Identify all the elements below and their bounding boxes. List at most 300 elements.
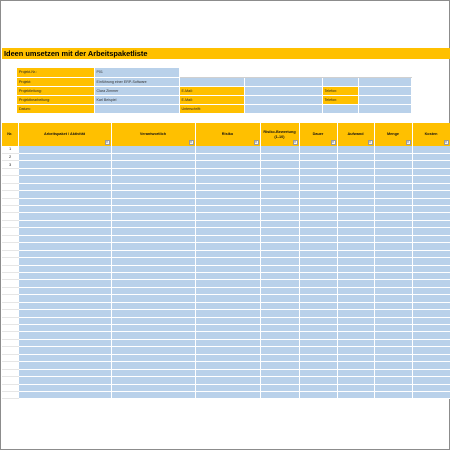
table-cell[interactable] bbox=[195, 258, 260, 265]
table-cell[interactable] bbox=[260, 391, 299, 398]
table-cell[interactable] bbox=[195, 176, 260, 183]
table-cell[interactable] bbox=[412, 332, 450, 339]
table-cell[interactable] bbox=[337, 377, 374, 384]
table-cell[interactable] bbox=[18, 347, 111, 354]
table-cell[interactable] bbox=[299, 280, 337, 287]
table-cell[interactable] bbox=[374, 384, 412, 391]
row-number-cell[interactable] bbox=[2, 176, 18, 183]
header-dauer[interactable] bbox=[299, 123, 337, 146]
projekt-value[interactable]: Einführung einer ERP-Software bbox=[94, 77, 179, 86]
table-cell[interactable] bbox=[18, 198, 111, 205]
table-cell[interactable] bbox=[412, 272, 450, 279]
email-value-2[interactable] bbox=[244, 95, 322, 104]
header-menge[interactable] bbox=[374, 123, 412, 146]
row-number-cell[interactable] bbox=[2, 369, 18, 376]
table-cell[interactable] bbox=[412, 168, 450, 175]
header-aufwand[interactable] bbox=[337, 123, 374, 146]
blank-cell[interactable] bbox=[322, 68, 358, 77]
table-cell[interactable] bbox=[195, 265, 260, 272]
header-nr[interactable] bbox=[2, 123, 18, 146]
table-cell[interactable] bbox=[337, 258, 374, 265]
blank-cell[interactable] bbox=[244, 68, 322, 77]
row-number-cell[interactable] bbox=[2, 265, 18, 272]
table-cell[interactable] bbox=[18, 146, 111, 153]
table-cell[interactable] bbox=[111, 235, 195, 242]
row-number-cell[interactable] bbox=[2, 287, 18, 294]
table-cell[interactable] bbox=[260, 228, 299, 235]
filter-dropdown-icon[interactable]: ▾ bbox=[445, 140, 447, 144]
table-cell[interactable] bbox=[260, 377, 299, 384]
table-cell[interactable] bbox=[260, 339, 299, 346]
blank-cell[interactable] bbox=[358, 68, 411, 77]
table-cell[interactable] bbox=[412, 280, 450, 287]
table-cell[interactable] bbox=[299, 391, 337, 398]
table-cell[interactable] bbox=[111, 206, 195, 213]
table-cell[interactable] bbox=[111, 384, 195, 391]
table-cell[interactable] bbox=[374, 332, 412, 339]
row-number-cell[interactable] bbox=[2, 213, 18, 220]
table-cell[interactable] bbox=[374, 176, 412, 183]
table-cell[interactable] bbox=[18, 325, 111, 332]
table-cell[interactable] bbox=[299, 213, 337, 220]
table-cell[interactable] bbox=[337, 235, 374, 242]
table-cell[interactable] bbox=[337, 265, 374, 272]
unterschrift-value-ext[interactable] bbox=[358, 104, 411, 113]
table-cell[interactable] bbox=[299, 354, 337, 361]
table-cell[interactable] bbox=[18, 265, 111, 272]
table-cell[interactable] bbox=[111, 161, 195, 168]
table-cell[interactable] bbox=[195, 391, 260, 398]
table-cell[interactable] bbox=[18, 206, 111, 213]
table-cell[interactable] bbox=[111, 369, 195, 376]
row-number-cell[interactable] bbox=[2, 250, 18, 257]
table-cell[interactable] bbox=[195, 354, 260, 361]
table-cell[interactable] bbox=[337, 183, 374, 190]
table-cell[interactable] bbox=[299, 362, 337, 369]
table-cell[interactable] bbox=[374, 391, 412, 398]
filter-dropdown-icon[interactable]: ▾ bbox=[294, 140, 296, 144]
table-cell[interactable] bbox=[111, 354, 195, 361]
table-cell[interactable] bbox=[111, 176, 195, 183]
table-cell[interactable] bbox=[299, 317, 337, 324]
table-cell[interactable] bbox=[337, 339, 374, 346]
table-cell[interactable] bbox=[18, 332, 111, 339]
table-cell[interactable] bbox=[195, 206, 260, 213]
table-cell[interactable] bbox=[195, 198, 260, 205]
table-cell[interactable] bbox=[195, 191, 260, 198]
table-cell[interactable] bbox=[260, 161, 299, 168]
table-cell[interactable] bbox=[111, 377, 195, 384]
table-cell[interactable] bbox=[18, 183, 111, 190]
table-cell[interactable] bbox=[299, 168, 337, 175]
table-cell[interactable] bbox=[337, 362, 374, 369]
table-cell[interactable] bbox=[18, 354, 111, 361]
table-cell[interactable] bbox=[195, 302, 260, 309]
table-cell[interactable] bbox=[412, 325, 450, 332]
table-cell[interactable] bbox=[111, 198, 195, 205]
row-number-cell[interactable] bbox=[2, 191, 18, 198]
table-cell[interactable] bbox=[111, 265, 195, 272]
table-cell[interactable] bbox=[337, 391, 374, 398]
table-cell[interactable] bbox=[195, 339, 260, 346]
table-cell[interactable] bbox=[337, 161, 374, 168]
table-cell[interactable] bbox=[412, 191, 450, 198]
table-cell[interactable] bbox=[260, 198, 299, 205]
row-number-cell[interactable] bbox=[2, 332, 18, 339]
table-cell[interactable] bbox=[18, 161, 111, 168]
table-cell[interactable] bbox=[337, 325, 374, 332]
table-cell[interactable] bbox=[374, 295, 412, 302]
table-cell[interactable] bbox=[18, 153, 111, 160]
projekt-value-ext[interactable] bbox=[358, 77, 411, 86]
table-cell[interactable] bbox=[18, 295, 111, 302]
table-cell[interactable] bbox=[18, 302, 111, 309]
header-risiko-bewertung[interactable] bbox=[260, 123, 299, 146]
table-cell[interactable] bbox=[299, 258, 337, 265]
table-cell[interactable] bbox=[374, 243, 412, 250]
table-cell[interactable] bbox=[337, 369, 374, 376]
table-cell[interactable] bbox=[111, 302, 195, 309]
table-cell[interactable] bbox=[260, 243, 299, 250]
table-cell[interactable] bbox=[374, 302, 412, 309]
blank-cell[interactable] bbox=[179, 68, 244, 77]
table-cell[interactable] bbox=[337, 310, 374, 317]
table-cell[interactable] bbox=[111, 250, 195, 257]
table-cell[interactable] bbox=[337, 250, 374, 257]
projekt-value-ext[interactable] bbox=[322, 77, 358, 86]
row-number-cell[interactable] bbox=[2, 302, 18, 309]
table-cell[interactable] bbox=[412, 250, 450, 257]
table-cell[interactable] bbox=[374, 183, 412, 190]
table-cell[interactable] bbox=[374, 228, 412, 235]
table-cell[interactable] bbox=[374, 146, 412, 153]
leitung-value[interactable]: Clara Zimmer bbox=[94, 86, 179, 95]
row-number-cell[interactable] bbox=[2, 377, 18, 384]
table-cell[interactable] bbox=[111, 295, 195, 302]
table-cell[interactable] bbox=[299, 183, 337, 190]
row-number-cell[interactable] bbox=[2, 235, 18, 242]
table-cell[interactable] bbox=[195, 362, 260, 369]
table-cell[interactable] bbox=[111, 191, 195, 198]
table-cell[interactable] bbox=[195, 295, 260, 302]
table-cell[interactable] bbox=[412, 384, 450, 391]
table-cell[interactable] bbox=[337, 176, 374, 183]
header-verantwortlich[interactable] bbox=[111, 123, 195, 146]
table-cell[interactable] bbox=[195, 213, 260, 220]
table-cell[interactable] bbox=[412, 391, 450, 398]
table-cell[interactable] bbox=[299, 384, 337, 391]
unterschrift-value[interactable] bbox=[244, 104, 322, 113]
table-cell[interactable] bbox=[374, 265, 412, 272]
table-cell[interactable] bbox=[195, 377, 260, 384]
row-number-cell[interactable] bbox=[2, 168, 18, 175]
table-cell[interactable] bbox=[195, 168, 260, 175]
table-cell[interactable] bbox=[111, 391, 195, 398]
table-cell[interactable] bbox=[337, 191, 374, 198]
table-cell[interactable] bbox=[412, 317, 450, 324]
table-cell[interactable] bbox=[337, 287, 374, 294]
table-cell[interactable] bbox=[195, 310, 260, 317]
table-cell[interactable] bbox=[299, 310, 337, 317]
table-cell[interactable] bbox=[18, 369, 111, 376]
table-cell[interactable] bbox=[299, 332, 337, 339]
projekt-value-ext[interactable] bbox=[179, 77, 244, 86]
table-cell[interactable] bbox=[18, 243, 111, 250]
table-cell[interactable] bbox=[260, 206, 299, 213]
table-cell[interactable] bbox=[111, 258, 195, 265]
table-cell[interactable] bbox=[195, 153, 260, 160]
table-cell[interactable] bbox=[374, 325, 412, 332]
table-cell[interactable] bbox=[374, 191, 412, 198]
table-cell[interactable] bbox=[412, 176, 450, 183]
table-cell[interactable] bbox=[412, 235, 450, 242]
table-cell[interactable] bbox=[195, 384, 260, 391]
table-cell[interactable] bbox=[195, 235, 260, 242]
table-cell[interactable] bbox=[299, 369, 337, 376]
filter-dropdown-icon[interactable]: ▾ bbox=[255, 140, 257, 144]
table-cell[interactable] bbox=[337, 146, 374, 153]
table-cell[interactable] bbox=[299, 220, 337, 227]
table-cell[interactable] bbox=[374, 339, 412, 346]
row-number-cell[interactable] bbox=[2, 243, 18, 250]
table-cell[interactable] bbox=[260, 347, 299, 354]
row-number-cell[interactable] bbox=[2, 354, 18, 361]
table-cell[interactable] bbox=[18, 176, 111, 183]
table-cell[interactable] bbox=[18, 310, 111, 317]
email-value[interactable] bbox=[244, 86, 322, 95]
table-cell[interactable] bbox=[111, 310, 195, 317]
table-cell[interactable] bbox=[111, 325, 195, 332]
table-cell[interactable] bbox=[195, 317, 260, 324]
row-number-cell[interactable] bbox=[2, 391, 18, 398]
table-cell[interactable] bbox=[111, 153, 195, 160]
table-cell[interactable] bbox=[374, 362, 412, 369]
table-cell[interactable] bbox=[260, 258, 299, 265]
table-cell[interactable] bbox=[412, 295, 450, 302]
table-cell[interactable] bbox=[412, 339, 450, 346]
table-cell[interactable] bbox=[412, 198, 450, 205]
table-cell[interactable] bbox=[260, 191, 299, 198]
table-cell[interactable] bbox=[18, 377, 111, 384]
table-cell[interactable] bbox=[412, 362, 450, 369]
row-number-cell[interactable] bbox=[2, 295, 18, 302]
table-cell[interactable] bbox=[18, 228, 111, 235]
table-cell[interactable] bbox=[260, 354, 299, 361]
table-cell[interactable] bbox=[260, 265, 299, 272]
table-cell[interactable] bbox=[412, 302, 450, 309]
telefon-value[interactable] bbox=[358, 86, 411, 95]
table-cell[interactable] bbox=[374, 258, 412, 265]
header-risiko[interactable] bbox=[195, 123, 260, 146]
table-cell[interactable] bbox=[260, 317, 299, 324]
table-cell[interactable] bbox=[374, 347, 412, 354]
table-cell[interactable] bbox=[18, 384, 111, 391]
table-cell[interactable] bbox=[111, 272, 195, 279]
table-cell[interactable] bbox=[374, 250, 412, 257]
table-cell[interactable] bbox=[260, 369, 299, 376]
table-cell[interactable] bbox=[337, 280, 374, 287]
projekt-value-ext[interactable] bbox=[244, 77, 322, 86]
row-number-cell[interactable] bbox=[2, 362, 18, 369]
table-cell[interactable] bbox=[374, 377, 412, 384]
table-cell[interactable] bbox=[195, 325, 260, 332]
table-cell[interactable] bbox=[299, 161, 337, 168]
table-cell[interactable] bbox=[299, 265, 337, 272]
table-cell[interactable] bbox=[412, 347, 450, 354]
row-number-cell[interactable] bbox=[2, 310, 18, 317]
table-cell[interactable] bbox=[260, 302, 299, 309]
header-arbeitspaket[interactable] bbox=[18, 123, 111, 146]
table-cell[interactable] bbox=[412, 243, 450, 250]
filter-dropdown-icon[interactable]: ▾ bbox=[190, 140, 192, 144]
table-cell[interactable] bbox=[337, 354, 374, 361]
table-cell[interactable] bbox=[260, 220, 299, 227]
table-cell[interactable] bbox=[374, 369, 412, 376]
table-cell[interactable] bbox=[18, 213, 111, 220]
table-cell[interactable] bbox=[260, 146, 299, 153]
table-cell[interactable] bbox=[260, 213, 299, 220]
bearbeitung-value[interactable]: Karl Beispiel bbox=[94, 95, 179, 104]
table-cell[interactable] bbox=[299, 206, 337, 213]
table-cell[interactable] bbox=[299, 287, 337, 294]
table-cell[interactable] bbox=[260, 176, 299, 183]
table-cell[interactable] bbox=[111, 339, 195, 346]
table-cell[interactable] bbox=[260, 332, 299, 339]
table-cell[interactable] bbox=[337, 198, 374, 205]
table-cell[interactable] bbox=[337, 295, 374, 302]
table-cell[interactable] bbox=[337, 206, 374, 213]
table-cell[interactable] bbox=[195, 280, 260, 287]
table-cell[interactable] bbox=[18, 391, 111, 398]
table-cell[interactable] bbox=[111, 243, 195, 250]
table-cell[interactable] bbox=[337, 317, 374, 324]
row-number-cell[interactable] bbox=[2, 317, 18, 324]
table-cell[interactable] bbox=[195, 347, 260, 354]
table-cell[interactable] bbox=[260, 250, 299, 257]
row-number-cell[interactable] bbox=[2, 272, 18, 279]
table-cell[interactable] bbox=[337, 302, 374, 309]
table-cell[interactable] bbox=[260, 362, 299, 369]
header-kosten[interactable] bbox=[412, 123, 450, 146]
table-cell[interactable] bbox=[412, 161, 450, 168]
table-cell[interactable] bbox=[412, 153, 450, 160]
table-cell[interactable] bbox=[337, 153, 374, 160]
row-number-cell[interactable] bbox=[2, 325, 18, 332]
table-cell[interactable] bbox=[299, 228, 337, 235]
table-cell[interactable] bbox=[337, 243, 374, 250]
table-cell[interactable] bbox=[18, 235, 111, 242]
row-number-cell[interactable] bbox=[2, 183, 18, 190]
table-cell[interactable] bbox=[374, 206, 412, 213]
table-cell[interactable] bbox=[260, 287, 299, 294]
table-cell[interactable] bbox=[412, 265, 450, 272]
table-cell[interactable] bbox=[18, 362, 111, 369]
table-cell[interactable] bbox=[412, 183, 450, 190]
table-cell[interactable] bbox=[299, 295, 337, 302]
table-cell[interactable] bbox=[412, 220, 450, 227]
filter-dropdown-icon[interactable]: ▾ bbox=[369, 140, 371, 144]
table-cell[interactable] bbox=[18, 280, 111, 287]
table-cell[interactable] bbox=[111, 220, 195, 227]
table-cell[interactable] bbox=[195, 250, 260, 257]
table-cell[interactable] bbox=[412, 354, 450, 361]
table-cell[interactable] bbox=[260, 310, 299, 317]
table-cell[interactable] bbox=[299, 377, 337, 384]
table-cell[interactable] bbox=[111, 347, 195, 354]
table-cell[interactable] bbox=[111, 287, 195, 294]
table-cell[interactable] bbox=[374, 220, 412, 227]
datum-value[interactable] bbox=[94, 104, 179, 113]
row-number-cell[interactable] bbox=[2, 384, 18, 391]
table-cell[interactable] bbox=[195, 332, 260, 339]
table-cell[interactable] bbox=[195, 272, 260, 279]
table-cell[interactable] bbox=[195, 220, 260, 227]
table-cell[interactable] bbox=[374, 198, 412, 205]
table-cell[interactable] bbox=[260, 325, 299, 332]
table-cell[interactable] bbox=[374, 317, 412, 324]
filter-dropdown-icon[interactable]: ▾ bbox=[407, 140, 409, 144]
table-cell[interactable] bbox=[18, 250, 111, 257]
table-cell[interactable] bbox=[111, 317, 195, 324]
table-cell[interactable] bbox=[412, 369, 450, 376]
table-cell[interactable] bbox=[18, 272, 111, 279]
table-cell[interactable] bbox=[18, 317, 111, 324]
table-cell[interactable] bbox=[374, 153, 412, 160]
table-cell[interactable] bbox=[337, 332, 374, 339]
table-cell[interactable] bbox=[337, 220, 374, 227]
table-cell[interactable] bbox=[412, 258, 450, 265]
table-cell[interactable] bbox=[337, 272, 374, 279]
table-cell[interactable] bbox=[299, 243, 337, 250]
table-cell[interactable] bbox=[260, 295, 299, 302]
table-cell[interactable] bbox=[299, 191, 337, 198]
table-cell[interactable] bbox=[18, 191, 111, 198]
telefon-value-2[interactable] bbox=[358, 95, 411, 104]
table-cell[interactable] bbox=[195, 287, 260, 294]
table-cell[interactable] bbox=[260, 280, 299, 287]
table-cell[interactable] bbox=[299, 153, 337, 160]
table-cell[interactable] bbox=[195, 146, 260, 153]
table-cell[interactable] bbox=[412, 228, 450, 235]
table-cell[interactable] bbox=[337, 347, 374, 354]
table-cell[interactable] bbox=[374, 310, 412, 317]
table-cell[interactable] bbox=[299, 235, 337, 242]
table-cell[interactable] bbox=[111, 280, 195, 287]
row-number-cell[interactable] bbox=[2, 347, 18, 354]
table-cell[interactable] bbox=[299, 176, 337, 183]
table-cell[interactable] bbox=[299, 347, 337, 354]
row-number-cell[interactable]: 2 bbox=[2, 153, 18, 160]
table-cell[interactable] bbox=[111, 228, 195, 235]
table-cell[interactable] bbox=[111, 213, 195, 220]
table-cell[interactable] bbox=[299, 198, 337, 205]
row-number-cell[interactable]: 3 bbox=[2, 161, 18, 168]
table-cell[interactable] bbox=[195, 228, 260, 235]
table-cell[interactable] bbox=[260, 235, 299, 242]
table-cell[interactable] bbox=[260, 183, 299, 190]
row-number-cell[interactable]: 1 bbox=[2, 146, 18, 153]
table-cell[interactable] bbox=[111, 183, 195, 190]
table-cell[interactable] bbox=[195, 161, 260, 168]
table-cell[interactable] bbox=[412, 146, 450, 153]
table-cell[interactable] bbox=[299, 146, 337, 153]
table-cell[interactable] bbox=[337, 228, 374, 235]
filter-dropdown-icon[interactable]: ▾ bbox=[106, 140, 108, 144]
table-cell[interactable] bbox=[195, 183, 260, 190]
table-cell[interactable] bbox=[374, 287, 412, 294]
row-number-cell[interactable] bbox=[2, 258, 18, 265]
table-cell[interactable] bbox=[374, 280, 412, 287]
